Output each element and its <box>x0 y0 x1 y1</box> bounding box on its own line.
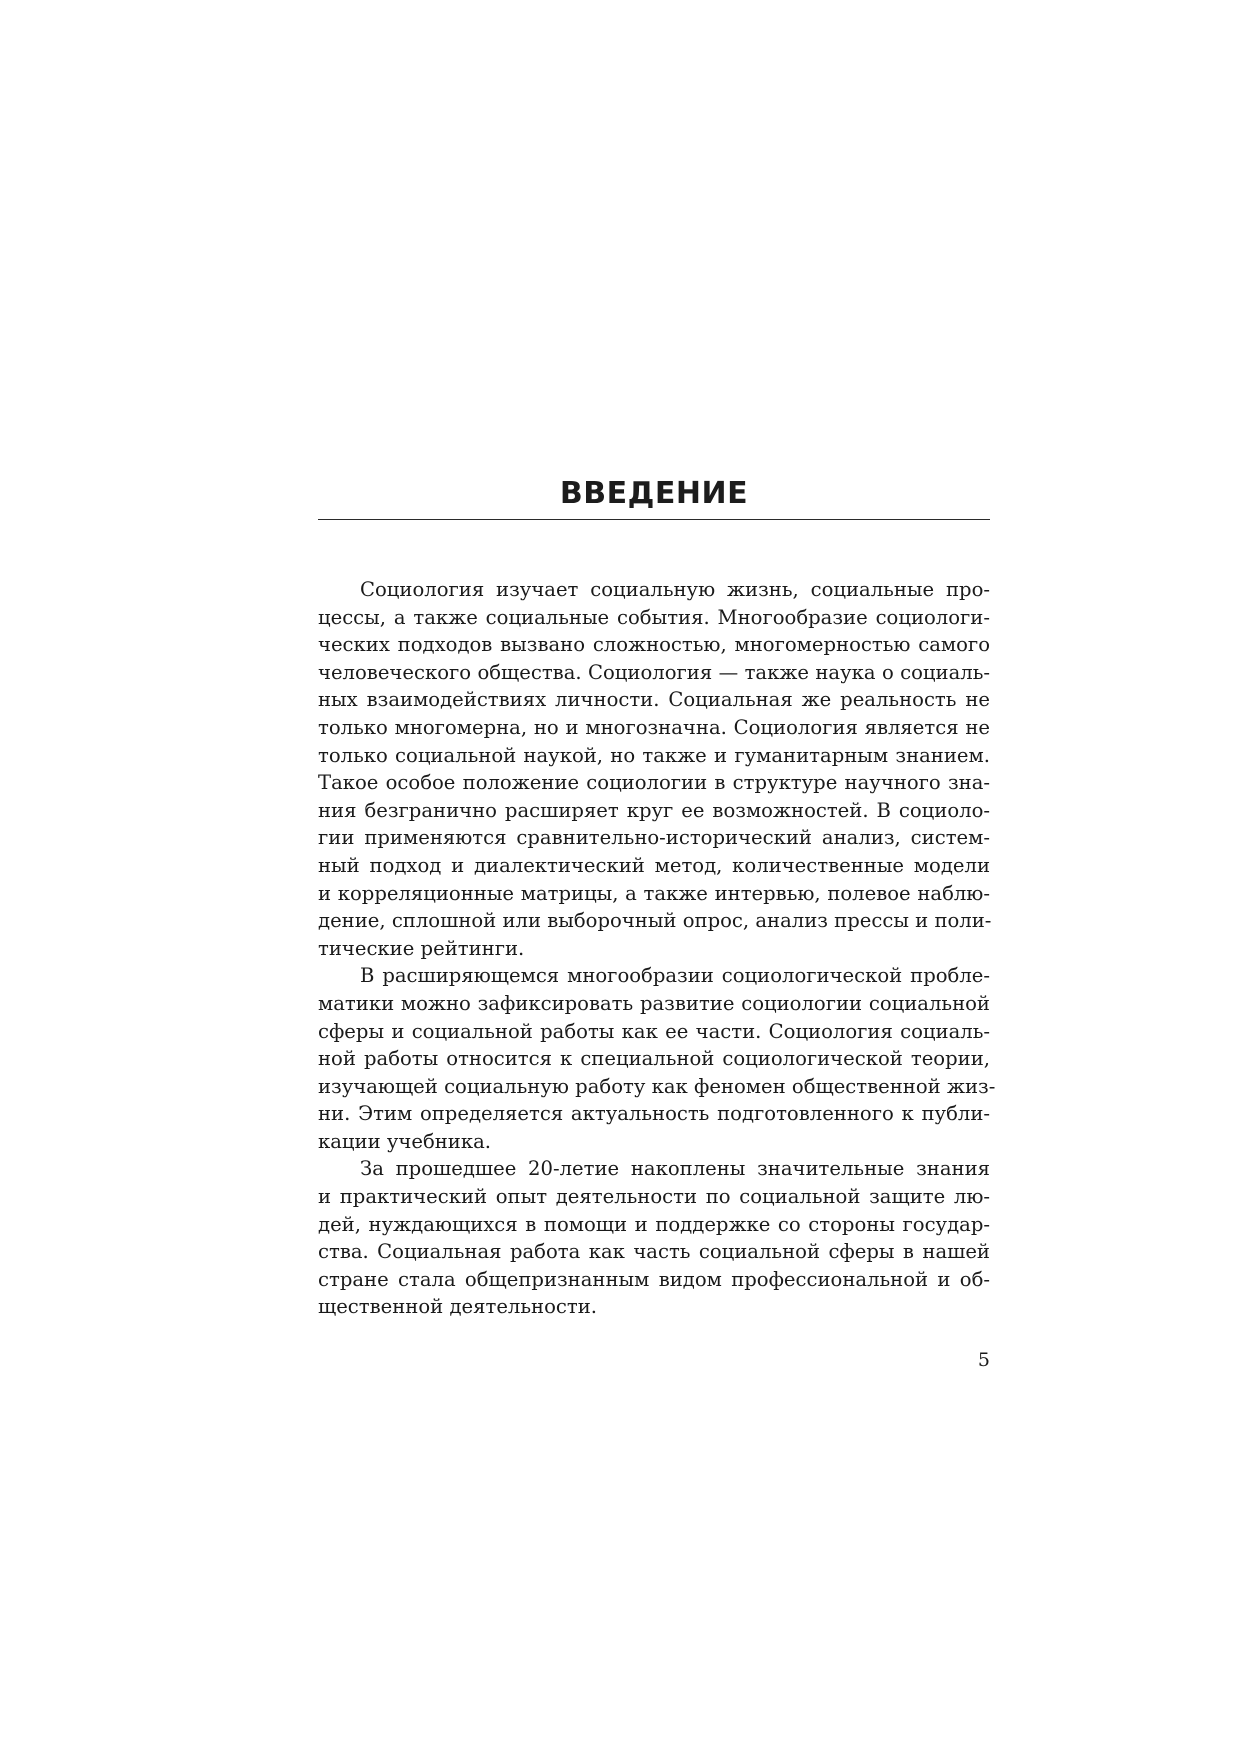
text-line: ный подход и диалектический метод, количественные модели <box>318 853 990 877</box>
text-line: тические рейтинги. <box>318 936 525 960</box>
text-line: дей, нуждающихся в помощи и поддержке со стороны государ- <box>318 1212 990 1236</box>
text-line: щественной деятельности. <box>318 1295 597 1319</box>
text-line: кации учебника. <box>318 1129 492 1153</box>
text-line: и корреляционные матрицы, а также интервью, полевое наблю- <box>318 881 990 905</box>
text-line: матики можно зафиксировать развитие социологии социальной <box>318 991 990 1015</box>
text-line: человеческого общества. Социология — также наука о социаль- <box>318 660 990 684</box>
text-line: только социальной наукой, но также и гуманитарным знанием. <box>318 743 990 767</box>
heading-rule <box>318 519 990 520</box>
body-text <box>318 576 996 1321</box>
text-line: изучающей социальную работу как феномен общественной жиз- <box>318 1074 996 1098</box>
text-line: ческих подходов вызвано сложностью, многомерностью самого <box>318 633 990 657</box>
text-line: ной работы относится к специальной социологической теории, <box>318 1047 990 1071</box>
page-number: 5 <box>977 1349 990 1371</box>
text-line: стране стала общепризнанным видом профессиональной и об- <box>318 1267 990 1291</box>
text-line: ния безгранично расширяет круг ее возможностей. В социоло- <box>318 798 990 822</box>
text-line: В расширяющемся многообразии социологической пробле- <box>360 964 990 988</box>
text-line: только многомерна, но и многозначна. Социология является не <box>318 715 990 739</box>
text-line: ства. Социальная работа как часть социальной сферы в нашей <box>318 1240 990 1264</box>
paragraph-1 <box>318 576 990 962</box>
chapter-heading: ВВЕДЕНИЕ <box>559 476 749 511</box>
paragraph-2 <box>318 962 996 1155</box>
text-line: дение, сплошной или выборочный опрос, анализ прессы и поли- <box>318 909 992 933</box>
text-line: Такое особое положение социологии в структуре научного зна- <box>318 771 990 795</box>
text-line: Социология изучает социальную жизнь, социальные про- <box>360 578 990 601</box>
text-line: За прошедшее 20-летие накоплены значительные знания <box>360 1157 990 1181</box>
text-line: цессы, а также социальные события. Многообразие социологи- <box>318 605 990 629</box>
text-line: и практический опыт деятельности по социальной защите лю- <box>318 1185 990 1209</box>
text-line: ных взаимодействиях личности. Социальная же реальность не <box>318 688 990 712</box>
text-line: ни. Этим определяется актуальность подготовленного к публи- <box>318 1102 990 1126</box>
text-line: сферы и социальной работы как ее части. Социология социаль- <box>318 1019 990 1043</box>
text-line: гии применяются сравнительно-исторический анализ, систем- <box>318 826 990 850</box>
paragraph-3 <box>318 1155 990 1321</box>
